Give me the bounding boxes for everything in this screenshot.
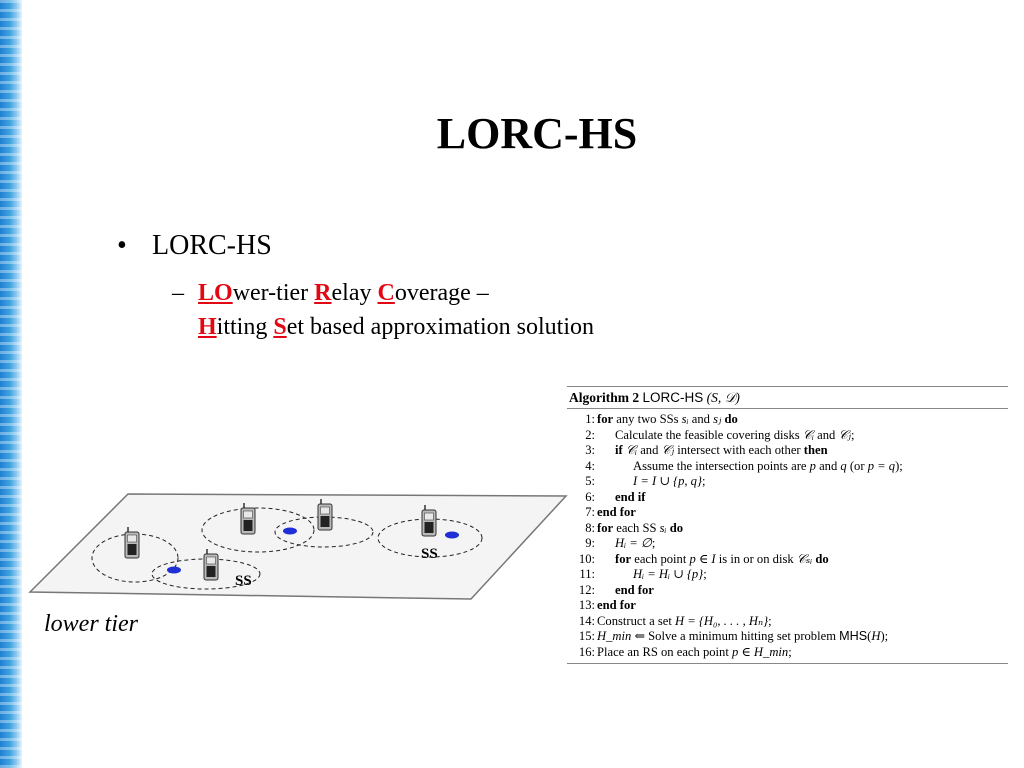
- line-text: ;: [788, 644, 792, 659]
- line-text: and: [815, 458, 841, 473]
- algorithm-label: Algorithm 2: [569, 390, 640, 405]
- algorithm-line: [567, 645, 1008, 661]
- line-number: 16:: [578, 644, 595, 659]
- math-expr: sⱼ: [713, 412, 722, 426]
- acronym-text: elay: [331, 280, 378, 306]
- line-number: 8:: [585, 520, 595, 535]
- diagram-caption: lower tier: [44, 611, 138, 637]
- ss-label: SS: [421, 546, 438, 562]
- keyword: do: [724, 412, 738, 426]
- line-number: 3:: [585, 443, 595, 457]
- line-text: ;: [850, 427, 855, 442]
- acronym-letter: S: [273, 314, 287, 340]
- slide-title: LORC-HS: [436, 109, 638, 158]
- algorithm-line: [567, 490, 1008, 506]
- ss-point: [167, 567, 181, 574]
- line-text: each SS: [613, 520, 660, 535]
- phone-icon: [241, 503, 255, 534]
- keyword: for: [615, 551, 632, 566]
- line-number: 13:: [578, 598, 595, 612]
- math-expr: 𝒞ⱼ: [661, 443, 675, 457]
- line-number: 7:: [585, 505, 595, 519]
- line-number: 2:: [585, 427, 595, 442]
- math-expr: Hᵢ = Hᵢ ∪ {p}: [633, 567, 704, 581]
- line-text: ;: [703, 567, 707, 581]
- math-expr: H = {H₀, . . . , Hₙ}: [675, 613, 769, 628]
- math-expr: p ∈ H_min: [732, 644, 789, 659]
- line-text: Calculate the feasible covering disks: [615, 427, 803, 442]
- algorithm-line: [567, 629, 1008, 645]
- acronym-text: itting: [216, 314, 274, 340]
- function-name: MHS: [839, 629, 868, 643]
- algorithm-line: [567, 521, 1008, 537]
- math-expr: 𝒞ᵢ: [802, 427, 814, 442]
- phone-icon: [125, 527, 139, 558]
- acronym-line-1: [198, 276, 594, 310]
- line-text: (or: [846, 458, 868, 473]
- line-text: ;: [702, 474, 706, 488]
- acronym-letter: R: [314, 280, 332, 306]
- algorithm-header: [567, 387, 1008, 408]
- keyword: end for: [597, 505, 636, 519]
- algorithm-line: [567, 459, 1008, 475]
- line-text: Construct a set: [597, 613, 675, 628]
- ss-point: [445, 532, 459, 539]
- math-expr: q: [840, 458, 847, 473]
- line-text: ;: [651, 536, 656, 550]
- math-expr: Hᵢ = ∅: [615, 536, 652, 550]
- algorithm-line: [567, 552, 1008, 568]
- algorithm-line: [567, 474, 1008, 490]
- acronym-letter: LO: [198, 280, 233, 306]
- line-text: Assume the intersection points are: [633, 458, 810, 473]
- keyword: then: [803, 443, 828, 457]
- lower-tier-diagram: [28, 492, 568, 610]
- phone-icon: [422, 505, 436, 536]
- math-expr: I = I ∪ {p, q}: [633, 474, 702, 488]
- math-expr: sᵢ: [681, 412, 689, 426]
- line-number: 5:: [585, 474, 595, 488]
- algorithm-name: LORC-HS: [642, 390, 704, 405]
- line-text: intersect with each other: [674, 443, 804, 457]
- line-number: 6:: [585, 489, 595, 504]
- line-number: 14:: [578, 613, 595, 628]
- acronym-line-2: [198, 310, 594, 344]
- math-expr: H: [871, 629, 881, 643]
- keyword: end for: [597, 598, 636, 612]
- keyword: for: [597, 412, 614, 426]
- line-number: 12:: [578, 582, 595, 597]
- ss-label: SS: [235, 573, 252, 589]
- bullet-text: LORC-HS: [152, 230, 272, 261]
- keyword: do: [669, 520, 683, 535]
- algorithm-body: [567, 409, 1008, 663]
- line-number: 1:: [585, 412, 595, 426]
- line-text: each point: [631, 551, 690, 566]
- line-text: ⇐ Solve a minimum hitting set problem: [631, 629, 840, 643]
- line-text: Place an RS on each point: [597, 644, 733, 659]
- line-text: is in or on disk: [715, 551, 797, 566]
- math-expr: sᵢ: [659, 520, 667, 535]
- math-expr: 𝒞ⱼ: [838, 427, 851, 442]
- algorithm-line: [567, 505, 1008, 521]
- keyword: do: [815, 551, 829, 566]
- line-text: and: [688, 412, 714, 426]
- math-expr: 𝒞ᵢ: [625, 443, 638, 457]
- line-text: (: [867, 629, 872, 643]
- keyword: end for: [615, 582, 654, 597]
- line-number: 11:: [579, 567, 595, 581]
- line-text: );: [895, 458, 903, 473]
- algorithm-box: [567, 386, 1008, 664]
- line-text: );: [880, 629, 889, 643]
- algorithm-line: [567, 614, 1008, 630]
- bullet-marker: •: [117, 230, 127, 261]
- math-expr: 𝒞ₛᵢ: [796, 551, 813, 566]
- algorithm-args: (S, 𝒟): [706, 390, 740, 405]
- line-text: ;: [768, 613, 772, 628]
- math-expr: p: [809, 458, 816, 473]
- algorithm-line: [567, 567, 1008, 583]
- algorithm-line: [567, 598, 1008, 614]
- line-number: 9:: [585, 536, 595, 550]
- math-expr: H_min: [597, 629, 632, 643]
- acronym-letter: C: [377, 280, 395, 306]
- line-text: any two SSs: [613, 412, 682, 426]
- keyword: for: [597, 520, 614, 535]
- algorithm-line: [567, 536, 1008, 552]
- acronym-text: wer-tier: [232, 280, 315, 306]
- phone-icon: [318, 499, 332, 530]
- line-number: 4:: [585, 458, 595, 473]
- line-number: 10:: [578, 551, 595, 566]
- line-text: and: [813, 427, 839, 442]
- math-expr: p = q: [867, 458, 896, 473]
- phone-icon: [204, 549, 218, 580]
- keyword: end if: [615, 489, 646, 504]
- algorithm-line: [567, 428, 1008, 444]
- acronym-letter: H: [198, 314, 217, 340]
- line-text: and: [637, 443, 662, 457]
- math-expr: p ∈ I: [689, 551, 716, 566]
- sub-bullet-marker: –: [172, 280, 184, 306]
- line-number: 15:: [578, 629, 595, 643]
- keyword: if: [615, 443, 623, 457]
- algorithm-line: [567, 412, 1008, 428]
- acronym-text: et based approximation solution: [286, 314, 594, 340]
- algorithm-line: [567, 583, 1008, 599]
- acronym-text: overage –: [394, 280, 489, 306]
- ss-point: [283, 528, 297, 535]
- tier-plane: [30, 494, 566, 599]
- algorithm-line: [567, 443, 1008, 459]
